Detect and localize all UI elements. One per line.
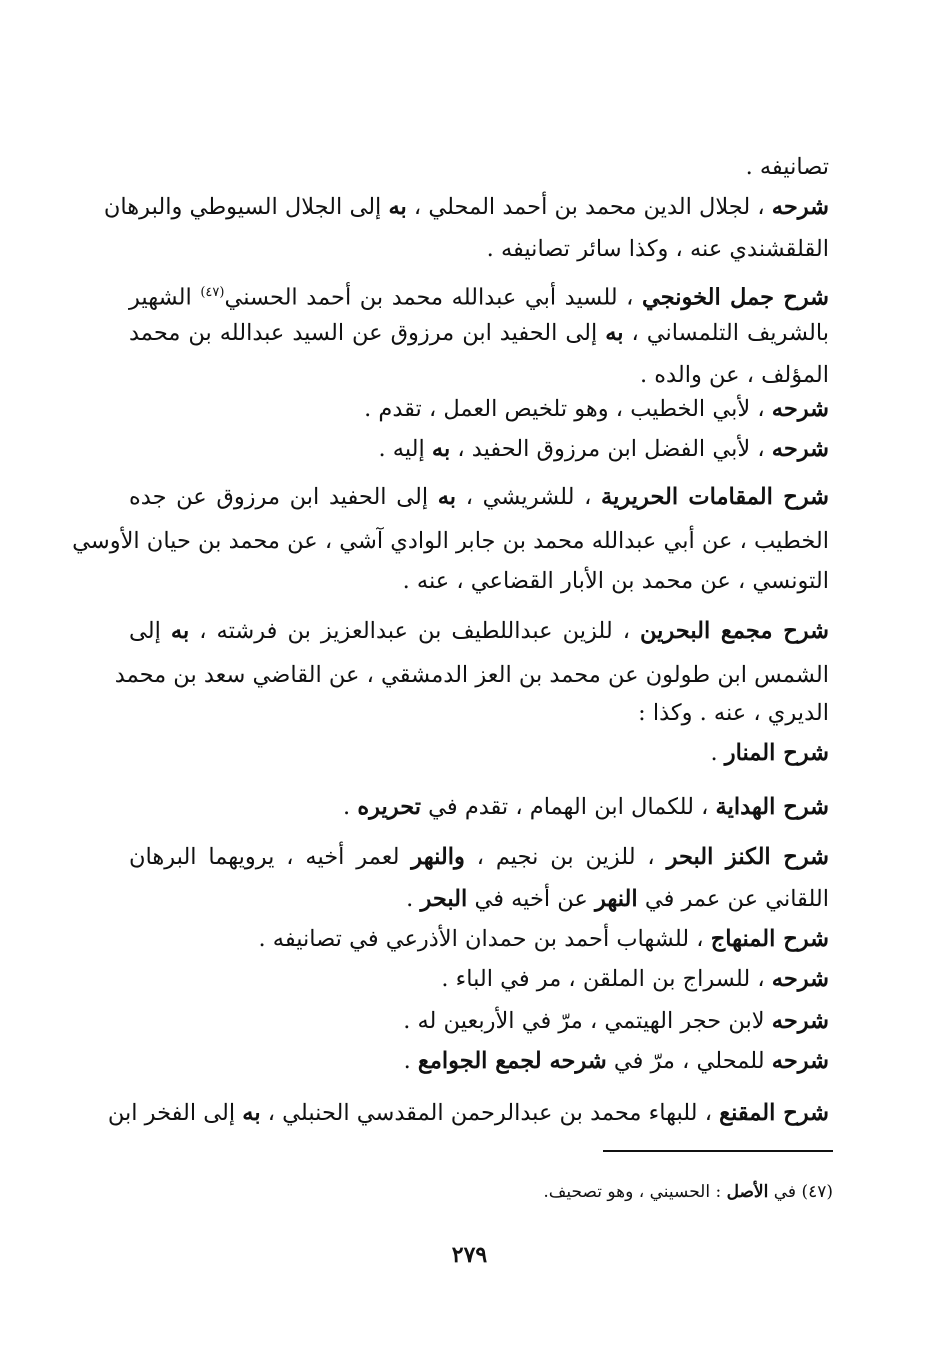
bold-term: شرح المنهاج <box>710 926 829 952</box>
text-segment: الشهير <box>129 284 201 311</box>
text-segment: . <box>710 740 725 766</box>
bold-term: به <box>170 618 190 644</box>
footnote <box>543 1178 833 1206</box>
text-segment: ، للبهاء محمد بن عبدالرحمن المقدسي الحنبلي ، <box>260 1100 720 1126</box>
text-line <box>129 356 829 394</box>
text-segment: ، لأبي الخطيب ، وهو تلخيص العمل ، تقدم . <box>364 396 772 422</box>
text-line <box>129 478 829 516</box>
bold-term: شرحه <box>771 396 829 422</box>
bold-term: البحر <box>420 886 468 912</box>
bold-term: والنهر <box>411 844 465 870</box>
bold-term: الأصل <box>726 1182 769 1202</box>
bold-term: شرحه <box>771 436 829 462</box>
text-segment: ، للكمال ابن الهمام ، تقدم في <box>421 794 716 820</box>
text-line <box>129 274 829 317</box>
bold-term: به <box>242 1100 261 1126</box>
text-line <box>129 148 829 186</box>
text-segment: لعمر أخيه ، يرويهما البرهان <box>129 844 412 870</box>
text-segment: الشمس ابن طولون عن محمد بن العز الدمشقي ، عن القاضي سعد بن محمد <box>114 662 829 688</box>
bold-term: شرح مجمع البحرين <box>640 618 829 644</box>
bold-term: شرحه <box>771 1008 829 1034</box>
text-line <box>129 390 829 428</box>
text-line <box>107 1094 829 1132</box>
text-line <box>103 188 829 226</box>
text-segment: . <box>406 886 421 912</box>
text-segment: المؤلف ، عن والده . <box>639 362 829 388</box>
page-number: ٢٧٩ <box>451 1242 488 1268</box>
text-line <box>129 880 829 918</box>
text-line <box>129 230 829 268</box>
text-line <box>129 1002 829 1040</box>
text-line <box>129 788 829 826</box>
bold-term: شرحه <box>771 1048 829 1074</box>
text-segment: ، للسراج بن الملقن ، مر في الباء . <box>441 966 772 992</box>
text-segment: ، للشريشي ، <box>456 484 602 510</box>
text-segment: ، للشهاب أحمد بن حمدان الأذرعي في تصانيفه . <box>258 926 711 952</box>
text-segment: ، لأبي الفضل ابن مرزوق الحفيد ، <box>450 436 772 462</box>
text-segment: ، للزين عبداللطيف بن عبدالعزيز بن فرشته ، <box>189 618 640 644</box>
text-line <box>129 562 829 600</box>
text-segment: . <box>403 1048 418 1074</box>
text-segment: ، لجلال الدين محمد بن أحمد المحلي ، <box>406 194 772 220</box>
text-segment: لابن حجر الهيتمي ، مرّ في الأربعين له . <box>403 1008 772 1034</box>
bold-term: به <box>431 436 451 462</box>
text-segment: إلى الجلال السيوطي والبرهان <box>103 194 389 220</box>
text-segment: الديري ، عنه . وكذا : <box>638 700 829 726</box>
text-line <box>114 656 829 694</box>
text-segment: القلقشندي عنه ، وكذا سائر تصانيفه . <box>486 236 829 262</box>
text-segment: إلى الحفيد ابن مرزوق عن جده <box>129 484 438 510</box>
text-segment: بالشريف التلمساني ، <box>623 320 829 346</box>
text-segment: إلى الحفيد ابن مرزوق عن السيد عبدالله بن محمد <box>129 320 606 346</box>
bold-term: شرحه <box>771 966 829 992</box>
text-line <box>129 314 829 352</box>
text-segment: ، للزين بن نجيم ، <box>464 844 667 870</box>
bold-term: شرح الهداية <box>715 794 829 820</box>
bold-term: شرح المقنع <box>719 1100 829 1126</box>
text-line <box>129 838 829 876</box>
text-segment: تصانيفه . <box>745 154 829 180</box>
text-segment: : الحسيني ، وهو تصحيف. <box>543 1182 727 1202</box>
bold-term: شرح المنار <box>724 740 829 766</box>
bold-term: شرح الكنز البحر <box>666 844 829 870</box>
bold-term: شرح جمل الخونجي <box>642 284 830 311</box>
bold-term: شرحه لجمع الجوامع <box>417 1048 607 1074</box>
bold-term: شرح المقامات الحريرية <box>601 484 829 510</box>
text-segment: ، للسيد أبي عبدالله محمد بن أحمد الحسني <box>224 284 642 311</box>
footnote-reference: (٤٧) <box>200 285 225 300</box>
bold-term: شرحه <box>771 194 829 220</box>
text-segment: إلى الفخر ابن <box>107 1100 243 1126</box>
text-segment: عن أخيه في <box>467 886 595 912</box>
text-segment: (٤٧) في <box>768 1182 833 1202</box>
bold-term: به <box>605 320 624 346</box>
footnote-separator <box>603 1150 833 1152</box>
bold-term: النهر <box>594 886 638 912</box>
text-segment: التونسي ، عن محمد بن الأبار القضاعي ، عنه . <box>402 568 829 594</box>
text-segment: . <box>343 794 358 820</box>
text-segment: إليه . <box>378 436 432 462</box>
text-segment: للمحلي ، مرّ في <box>606 1048 772 1074</box>
text-line <box>129 612 829 650</box>
bold-term: به <box>437 484 457 510</box>
text-segment: إلى <box>129 618 171 644</box>
bold-term: تحريره <box>357 794 421 820</box>
text-line <box>129 1042 829 1080</box>
bold-term: به <box>388 194 407 220</box>
text-line <box>129 694 829 732</box>
text-line <box>129 430 829 468</box>
text-line <box>129 960 829 998</box>
text-line <box>72 522 829 560</box>
text-segment: اللقاني عن عمر في <box>637 886 829 912</box>
text-segment: الخطيب ، عن أبي عبدالله محمد بن جابر الوادي آشي ، عن محمد بن حيان الأوسي <box>72 528 829 554</box>
text-line <box>129 920 829 958</box>
text-line <box>129 734 829 772</box>
